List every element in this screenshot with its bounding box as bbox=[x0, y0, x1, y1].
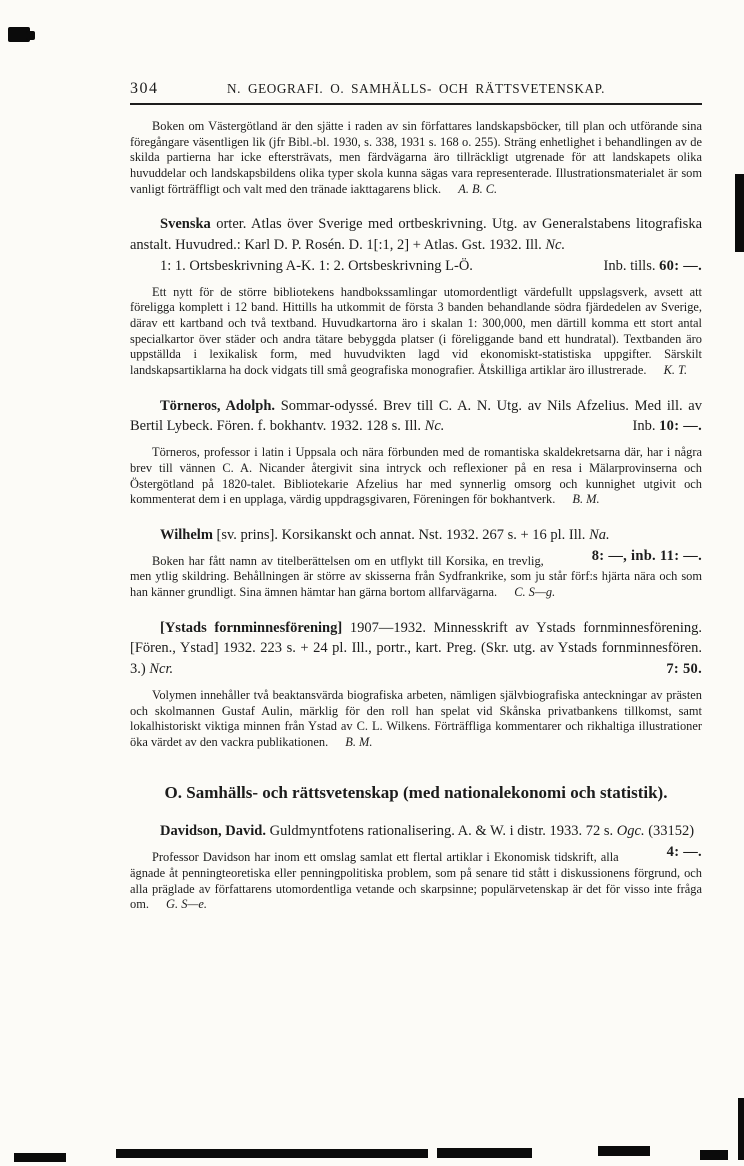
bib-entry-davidson bbox=[130, 821, 702, 861]
reviewer-signature: K. T. bbox=[663, 362, 688, 377]
entry-subline: 1: 1. Ortsbeskrivning A-K. 1: 2. Ortsbeskrivning L-Ö. bbox=[160, 257, 473, 274]
review-note-torneros bbox=[130, 445, 702, 508]
scan-artifact bbox=[735, 174, 744, 252]
entry-headword: Törneros, Adolph. bbox=[160, 397, 276, 414]
page-content bbox=[130, 80, 702, 913]
entry-headword: Davidson, David. bbox=[160, 823, 266, 840]
reviewer-signature: C. S—g. bbox=[514, 584, 556, 599]
scan-artifact bbox=[738, 1098, 744, 1160]
reviewer-signature: B. M. bbox=[572, 492, 600, 507]
price-value: 4: —. bbox=[666, 844, 702, 861]
entry-price bbox=[574, 256, 702, 277]
reviewer-signature: A. B. C. bbox=[458, 181, 498, 196]
classification-code: Na. bbox=[589, 526, 610, 543]
section-heading-samhalls: O. Samhälls- och rättsvetenskap (med nationalekonomi och statistik). bbox=[164, 782, 668, 802]
classification-code: Nc. bbox=[424, 418, 445, 435]
reviewer-signature: G. S—e. bbox=[166, 897, 208, 912]
bib-entry-torneros bbox=[130, 396, 702, 438]
running-title: N. GEOGRAFI. O. SAMHÄLLS- OCH RÄTTSVETENSKAP. bbox=[227, 81, 605, 96]
entry-price bbox=[562, 546, 702, 567]
entry-headword: Svenska bbox=[160, 216, 211, 233]
page-number: 304 bbox=[130, 80, 159, 97]
price-value: 60: —. bbox=[659, 257, 702, 274]
entry-body: orter. Atlas över Sverige med ortbeskrivning. Utg. av Generalstabens litografiska anstalt. Huvudred.: Karl D. P. Rosén. D. 1[:1, 2] + Atlas. Gst. 1932. Ill. bbox=[130, 216, 702, 253]
entry-price bbox=[637, 842, 702, 863]
scan-artifact bbox=[437, 1148, 532, 1158]
reviewer-signature: B. M. bbox=[345, 735, 373, 749]
price-value: 8: —, inb. 11: —. bbox=[591, 547, 702, 564]
bib-entry-wilhelm bbox=[130, 525, 702, 564]
note-text: Professor Davidson har inom ett omslag samlat ett flertal artiklar i Ekonomisk tidskrift, alla ägnade åt penningteoretiska eller penningpolitiska problem, som på senare tid stått i diskussionens förgrund, och alla präglade av författarens utomordentliga vetande och skarpsinne; populärvetenskap är det för visso inte fråga om. bbox=[130, 850, 702, 912]
entry-body: [sv. prins]. Korsikanskt och annat. Nst. 1932. 267 s. + 16 pl. Ill. bbox=[212, 526, 590, 543]
entry-body: 1907—1932. Minnesskrift av Ystads fornminnesförening. [Fören., Ystad] 1932. 223 s. + 24 pl. Ill., portr., kart. Preg. (Skr. utg. av Ystads fornminnesfören. 3.) bbox=[130, 619, 702, 678]
note-text: Boken om Västergötland är den sjätte i raden av sin författares landskapsböcker, till plan och utförande sina föregångare väsentligen lik (jfr Bibl.-bl. 1930, s. 338, 1931 s. 168 o. 255). Sträng enhetlighet i behandlingen av de skilda partierna har icke eftersträvats, men färdvägarna äro tillräckligt utgrenade för att landskapets olika huvuddelar och landskapsbildens olika typer skola kunna sägas vara representerade. Illustrationsmaterialet är som vanligt förträffligt och valt med den tränade iakttagarens blick. bbox=[130, 119, 702, 196]
classification-code: Ncr. bbox=[149, 661, 174, 678]
entry-body: Sommar-odyssé. Brev till C. A. N. Utg. av Nils Afzelius. Med ill. av Bertil Lybeck. Fören. f. bokhantv. 1932. 128 s. Ill. bbox=[130, 397, 702, 435]
review-note-davidson bbox=[130, 850, 702, 913]
scan-artifact bbox=[598, 1146, 650, 1156]
scan-artifact bbox=[14, 1153, 66, 1162]
review-note-svenska-orter bbox=[130, 285, 702, 379]
scan-artifact bbox=[116, 1149, 428, 1158]
review-note-vastergotland bbox=[130, 119, 702, 197]
entry-headword: Wilhelm bbox=[160, 526, 213, 543]
note-text: Boken har fått namn av titelberättelsen om en utflykt till Korsika, en trevlig, men ytlig skildring. Behållningen är större av skisserna från Sydfrankrike, som ju står förf:s hjärta nära och som han känner grundligt. Sina ämnen hämtar han gärna bortom allfarvägarna. bbox=[130, 553, 702, 599]
price-prefix: Inb. tills. bbox=[603, 257, 660, 274]
price-value: 7: 50. bbox=[666, 661, 702, 678]
note-text: Volymen innehåller två beaktansvärda biografiska arbeten, nämligen självbiografiska anteckningar av prästen och skolmannen Gustaf Aulin, märklig för den roll han spelat vid Skånska privatbankens tillkomst, samt lokalhistoriskt viktiga minnen från Ystad av C. L. Wilkens. Förträffliga kommentarer och rikhaltiga illustrationer öka värdet av den vackra publikationen. bbox=[130, 688, 702, 749]
entry-body: Guldmyntfotens rationalisering. A. & W. i distr. 1933. 72 s. bbox=[265, 823, 617, 840]
scan-artifact bbox=[26, 31, 35, 40]
note-text: Ett nytt för de större bibliotekens handbokssamlingar utomordentligt värdefullt uppslagsverk, avsett att föreligga komplett i 12 band. Hittills ha utkommit de första 3 banden behandlande södra fjärdedelen av Sverige, därav ett kartband och två textband. Huvudkartorna äro i skalan 1: 300,000, men därtill komma ett stort antal specialkartor över städer och andra tätare bebyggda platser (i föreliggande band ett hundratal). Textbanden äro uppställda i lexikalisk form, med huvudvikten lagd vid ekonomiskt-statistiska uppgifter. Särskilt landskapsartiklarna ha dock vidgats till små geografiska monografier. Åtskilliga artiklar äro illustrerade. bbox=[130, 284, 702, 377]
classification-code: Nc. bbox=[545, 237, 566, 253]
bib-entry-ystad bbox=[130, 618, 702, 681]
review-note-ystad bbox=[130, 688, 702, 751]
header-rule bbox=[130, 103, 702, 105]
scan-artifact bbox=[700, 1150, 728, 1160]
entry-price bbox=[636, 659, 702, 680]
entry-after-code: (33152) bbox=[644, 823, 695, 840]
entry-headword: [Ystads fornminnesförening] bbox=[160, 619, 343, 636]
running-header bbox=[130, 80, 702, 98]
price-prefix: Inb. bbox=[632, 418, 660, 435]
entry-price bbox=[603, 416, 702, 437]
price-value: 10: —. bbox=[659, 418, 702, 435]
classification-code: Ogc. bbox=[616, 823, 645, 840]
note-text: Törneros, professor i latin i Uppsala och nära förbunden med de romantiska skaldekretsarna där, har i några brev till vännen C. A. Nicander återgivit sina intryck och reflexioner på en resa i Mälarprovinserna och Östergötland på 1820-talet. Bibliotekarie Afzelius har med synnerlig omsorg och kunnighet utgivit och kommenterat dem i en upplaga, värdig uppdragsgivaren, Föreningen för bokhantverk. bbox=[130, 445, 702, 507]
